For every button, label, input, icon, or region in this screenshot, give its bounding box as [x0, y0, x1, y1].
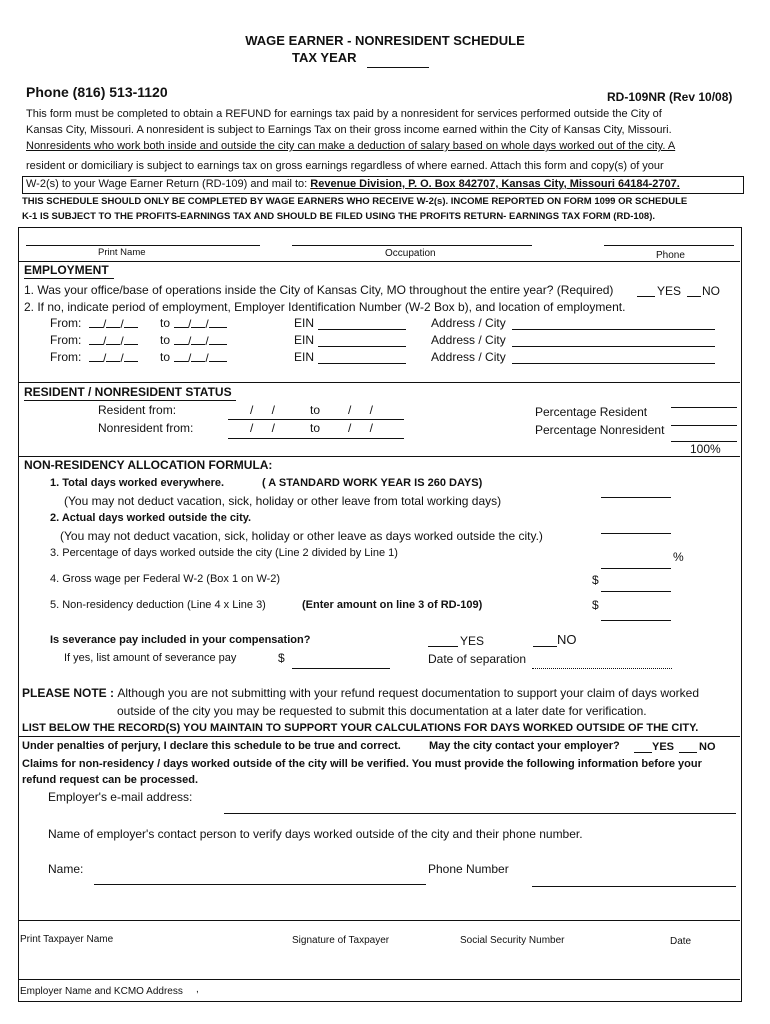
nonresident-date-line	[228, 438, 404, 439]
divider	[18, 920, 740, 921]
intro-line-2: Kansas City, Missouri. A nonresident is subject to Earnings Tax on their gross income earned within the City of Kansas City, Missouri.	[26, 124, 672, 136]
occupation-label: Occupation	[385, 248, 436, 259]
alloc-line-5: 5. Non-residency deduction (Line 4 x Line 3)	[50, 599, 266, 611]
employment-to-label: to	[160, 333, 171, 347]
employment-to-label: to	[160, 316, 171, 330]
status-heading: RESIDENT / NONRESIDENT STATUS	[24, 385, 232, 399]
alloc-line-5-field[interactable]	[601, 620, 671, 621]
employment-ein-field[interactable]	[318, 329, 406, 330]
severance-amount-label: If yes, list amount of severance pay	[64, 652, 237, 664]
divider	[18, 736, 740, 737]
severance-amount-field[interactable]	[292, 668, 390, 669]
heading-underline	[24, 400, 236, 401]
divider	[18, 979, 740, 980]
resident-to-label: to	[310, 403, 321, 417]
pct-resident-label: Percentage Resident	[535, 405, 648, 419]
print-name-label: Print Name	[98, 247, 146, 258]
resident-from-label: Resident from:	[98, 403, 177, 417]
tax-year-label: TAX YEAR	[292, 50, 357, 65]
employment-heading: EMPLOYMENT	[24, 263, 109, 277]
alloc-line-3-field[interactable]	[601, 568, 671, 569]
severance-no-field[interactable]	[533, 646, 557, 647]
pct-total: 100%	[690, 442, 721, 456]
alloc-line-1: 1. Total days worked everywhere.	[50, 477, 225, 489]
severance-no-label: NO	[557, 632, 577, 647]
employment-from-date[interactable]: / /	[89, 350, 138, 365]
severance-question: Is severance pay included in your compensation?	[50, 634, 311, 646]
note-line-1	[22, 686, 699, 700]
resident-to-date[interactable]: / /	[348, 403, 375, 417]
note-line-3: LIST BELOW THE RECORD(S) YOU MAINTAIN TO SUPPORT YOUR CALCULATIONS FOR DAYS WORKED OUTSIDE OF THE CITY.	[22, 722, 699, 734]
form-id: RD-109NR (Rev 10/08)	[607, 90, 733, 104]
employment-q2: 2. If no, indicate period of employment, Employer Identification Number (W-2 Box b), and location of employment.	[24, 300, 626, 314]
severance-yes-field[interactable]	[428, 646, 458, 647]
divider	[18, 382, 740, 383]
employment-from-date[interactable]: / /	[89, 333, 138, 348]
alloc-line-2-field[interactable]	[601, 533, 671, 534]
notice-line-1: THIS SCHEDULE SHOULD ONLY BE COMPLETED BY WAGE EARNERS WHO RECEIVE W-2(s). INCOME REPORTED ON FORM 1099 OR SCHEDULE	[22, 196, 688, 207]
alloc-line-2: 2. Actual days worked outside the city.	[50, 512, 252, 524]
declaration-line-2: Claims for non-residency / days worked outside of the city will be verified. You must provide the following information before your	[22, 758, 702, 770]
employment-q1: 1. Was your office/base of operations inside the City of Kansas City, MO throughout the entire year? (Required)	[24, 283, 614, 297]
employment-address-label: Address / City	[431, 316, 506, 330]
intro-line-3: Nonresidents who work both inside and outside the city can make a deduction of salary based on whole days worked out of the city. A	[26, 140, 676, 152]
contact-no-label: NO	[699, 741, 716, 753]
employer-email-field[interactable]	[224, 813, 736, 814]
q1-no-field[interactable]	[687, 296, 701, 297]
alloc-line-1-field[interactable]	[601, 497, 671, 498]
print-taxpayer-label: Print Taxpayer Name	[20, 934, 114, 945]
ssn-label: Social Security Number	[460, 935, 565, 946]
employment-from-label: From:	[50, 333, 82, 347]
occupation-field[interactable]	[292, 245, 532, 246]
employment-ein-label: EIN	[294, 350, 315, 364]
phone-field[interactable]	[604, 245, 734, 246]
severance-dollar: $	[278, 651, 285, 665]
employment-address-label: Address / City	[431, 350, 506, 364]
alloc-line-4: 4. Gross wage per Federal W-2 (Box 1 on W-2)	[50, 573, 281, 585]
employment-to-label: to	[160, 350, 171, 364]
form-title: WAGE EARNER - NONRESIDENT SCHEDULE	[245, 33, 525, 48]
employment-address-field[interactable]	[512, 363, 715, 364]
pct-nonresident-field[interactable]	[671, 425, 737, 426]
resident-from-date[interactable]: / /	[250, 403, 277, 417]
separation-date-field[interactable]	[532, 668, 672, 669]
alloc-line-3: 3. Percentage of days worked outside the city (Line 2 divided by Line 1)	[50, 547, 398, 559]
contact-person-label: Name of employer's contact person to verify days worked outside of the city and their phone number.	[48, 827, 583, 841]
contact-phone-field[interactable]	[532, 886, 736, 887]
employment-ein-field[interactable]	[318, 363, 406, 364]
contact-yes-field[interactable]	[634, 752, 652, 753]
employment-ein-label: EIN	[294, 316, 315, 330]
nonresident-to-label: to	[310, 421, 321, 435]
alloc-line-4-field[interactable]	[601, 591, 671, 592]
heading-underline	[24, 278, 114, 279]
mailing-address: Revenue Division, P. O. Box 842707, Kansas City, Missouri 64184-2707.	[310, 178, 680, 190]
employer-address-field[interactable]: ,	[196, 984, 199, 995]
pct-resident-field[interactable]	[671, 407, 737, 408]
intro-line-4: resident or domiciliary is subject to earnings tax on gross earnings regardless of where earned. Attach this form and copy(s) of your	[26, 160, 664, 172]
note-text: Although you are not submitting with your refund request documentation to support your claim of days worked	[117, 686, 699, 700]
nonresident-from-label: Nonresident from:	[98, 421, 194, 435]
signature-label: Signature of Taxpayer	[292, 935, 390, 946]
employment-ein-label: EIN	[294, 333, 315, 347]
alloc-line-4-unit: $	[592, 573, 599, 587]
mail-to-text: W-2(s) to your Wage Earner Return (RD-109) and mail to:	[26, 178, 311, 190]
employment-address-field[interactable]	[512, 346, 715, 347]
q1-yes-label: YES	[657, 284, 682, 298]
employment-to-date[interactable]: / /	[174, 350, 227, 365]
employment-from-label: From:	[50, 350, 82, 364]
declaration-line-3: refund request can be processed.	[22, 774, 199, 786]
contact-question: May the city contact your employer?	[429, 740, 620, 752]
alloc-line-3-unit: %	[673, 550, 684, 564]
q1-yes-field[interactable]	[637, 296, 655, 297]
declaration-line-1: Under penalties of perjury, I declare this schedule to be true and correct.	[22, 740, 401, 752]
nonresident-to-date[interactable]: / /	[348, 421, 375, 435]
date-label: Date	[670, 936, 692, 947]
divider	[18, 456, 740, 457]
allocation-heading: NON-RESIDENCY ALLOCATION FORMULA:	[24, 458, 273, 472]
severance-yes-label: YES	[460, 634, 485, 648]
note-line-2: outside of the city you may be requested to submit this documentation at a later date for verification.	[117, 704, 647, 718]
employment-ein-field[interactable]	[318, 346, 406, 347]
contact-name-label: Name:	[48, 862, 84, 876]
note-label: PLEASE NOTE :	[22, 686, 118, 700]
alloc-line-2-sub: (You may not deduct vacation, sick, holiday or other leave as days worked outside the city.)	[60, 529, 543, 543]
alloc-line-1-note: ( A STANDARD WORK YEAR IS 260 DAYS)	[262, 477, 483, 489]
employment-to-date[interactable]: / /	[174, 316, 227, 331]
q1-no-label: NO	[702, 284, 720, 298]
tax-year-field[interactable]	[367, 67, 429, 68]
contact-name-field[interactable]	[94, 884, 426, 885]
pct-nonresident-label: Percentage Nonresident	[535, 423, 665, 437]
employer-email-label: Employer's e-mail address:	[48, 790, 193, 804]
intro-line-1: This form must be completed to obtain a REFUND for earnings tax paid by a nonresident for services performed outside the City of	[26, 108, 662, 120]
resident-date-line	[228, 419, 404, 420]
employment-address-field[interactable]	[512, 329, 715, 330]
intro-line-5	[26, 178, 680, 190]
employer-address-label: Employer Name and KCMO Address	[20, 986, 183, 997]
nonresident-from-date[interactable]: / /	[250, 421, 277, 435]
separation-date-label: Date of separation	[428, 652, 527, 666]
employment-from-label: From:	[50, 316, 82, 330]
contact-no-field[interactable]	[679, 752, 697, 753]
contact-yes-label: YES	[652, 741, 675, 753]
notice-line-2: K-1 IS SUBJECT TO THE PROFITS-EARNINGS TAX AND SHOULD BE FILED USING THE PROFITS RETURN- EARNINGS TAX FORM (RD-108).	[22, 211, 656, 222]
phone-label: Phone	[656, 250, 685, 261]
print-name-field[interactable]	[26, 245, 260, 246]
phone-number-header: Phone (816) 513-1120	[26, 84, 168, 100]
alloc-line-5-note: (Enter amount on line 3 of RD-109)	[302, 599, 483, 611]
alloc-line-5-unit: $	[592, 598, 599, 612]
alloc-line-1-sub: (You may not deduct vacation, sick, holiday or other leave from total working days)	[64, 494, 502, 508]
contact-phone-label: Phone Number	[428, 862, 509, 876]
employment-from-date[interactable]: / /	[89, 316, 138, 331]
employment-to-date[interactable]: / /	[174, 333, 227, 348]
divider	[18, 261, 740, 262]
employment-address-label: Address / City	[431, 333, 506, 347]
